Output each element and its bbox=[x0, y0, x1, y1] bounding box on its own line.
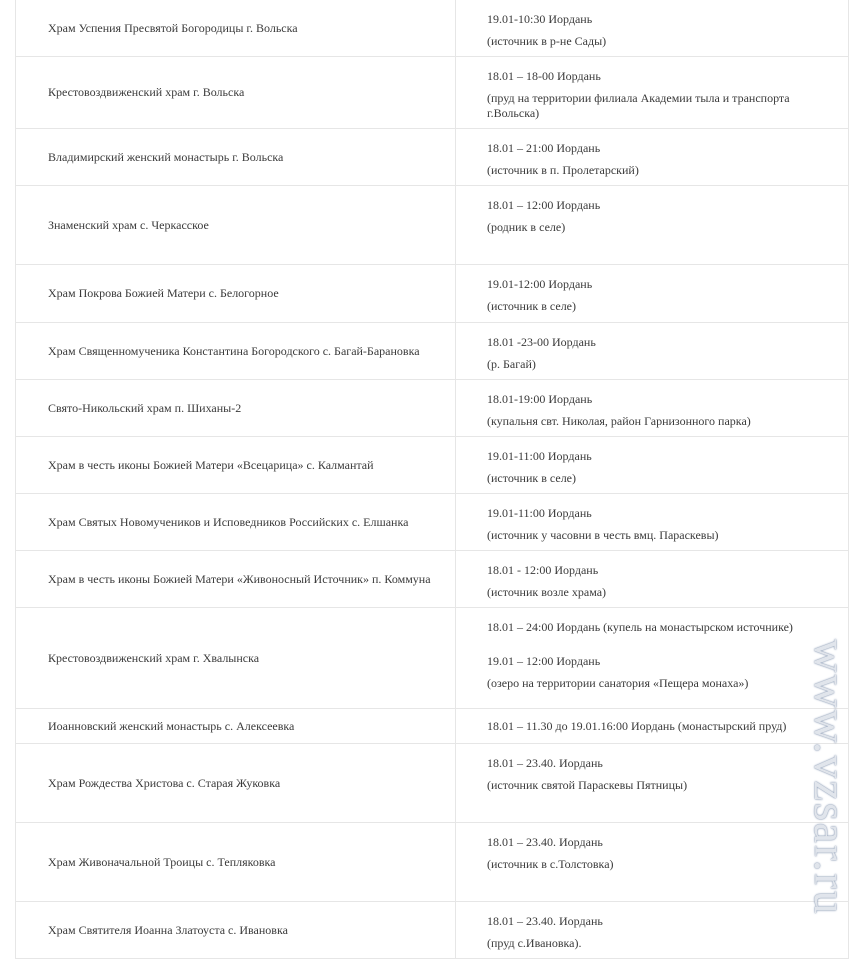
church-name-cell bbox=[16, 744, 456, 822]
table-row bbox=[16, 494, 848, 551]
schedule-cell bbox=[456, 0, 848, 56]
schedule-location: (источник святой Параскевы Пятницы) bbox=[487, 778, 688, 792]
schedule-time: 18.01 – 23.40. Иордань bbox=[487, 914, 603, 928]
church-name: Крестовоздвиженский храм г. Хвалынска bbox=[48, 650, 260, 665]
schedule-cell bbox=[456, 709, 848, 743]
schedule-location: (источник возле храма) bbox=[487, 585, 607, 599]
schedule-location: (пруд на территории филиала Академии тыла и транспорта г.Вольска) bbox=[487, 91, 790, 120]
schedule-time: 18.01 - 12:00 Иордань bbox=[487, 563, 599, 577]
church-name-cell bbox=[16, 823, 456, 901]
spacer bbox=[487, 638, 838, 650]
schedule-time: 18.01 – 18-00 Иордань bbox=[487, 69, 601, 83]
schedule-time: 19.01-11:00 Иордань bbox=[487, 449, 592, 463]
church-name: Знаменский храм с. Черкасское bbox=[48, 217, 209, 232]
church-name-cell bbox=[16, 0, 456, 56]
schedule-time: 18.01 – 12:00 Иордань bbox=[487, 198, 601, 212]
schedule-cell bbox=[456, 494, 848, 550]
church-name-cell bbox=[16, 186, 456, 264]
schedule-cell bbox=[456, 608, 848, 708]
schedule-table bbox=[15, 0, 849, 959]
schedule-time: 19.01-11:00 Иордань bbox=[487, 506, 592, 520]
church-name-cell bbox=[16, 380, 456, 436]
church-name: Храм Успения Пресвятой Богородицы г. Вольска bbox=[48, 20, 298, 35]
schedule-cell bbox=[456, 380, 848, 436]
schedule-cell bbox=[456, 437, 848, 493]
church-name: Свято-Никольский храм п. Шиханы-2 bbox=[48, 400, 242, 415]
church-name: Иоанновский женский монастырь с. Алексеевка bbox=[48, 718, 295, 733]
church-name: Храм Святителя Иоанна Златоуста с. Ивановка bbox=[48, 922, 288, 937]
church-name-cell bbox=[16, 709, 456, 743]
schedule-location: (источник в п. Пролетарский) bbox=[487, 163, 639, 177]
church-name-cell bbox=[16, 265, 456, 322]
schedule-location: (купальня свт. Николая, район Гарнизонного парка) bbox=[487, 414, 751, 428]
schedule-location: (родник в селе) bbox=[487, 220, 566, 234]
schedule-time: 18.01 – 23.40. Иордань bbox=[487, 835, 603, 849]
church-name: Храм Священномученика Константина Богородского с. Багай-Барановка bbox=[48, 343, 420, 358]
table-row bbox=[16, 129, 848, 186]
church-name-cell bbox=[16, 608, 456, 708]
table-row bbox=[16, 265, 848, 323]
schedule-location: (р. Багай) bbox=[487, 357, 536, 371]
schedule-time: 19.01-12:00 Иордань bbox=[487, 277, 593, 291]
church-name: Храм в честь иконы Божией Матери «Живоносный Источник» п. Коммуна bbox=[48, 571, 431, 586]
schedule-cell bbox=[456, 902, 848, 958]
schedule-time: 19.01-10:30 Иордань bbox=[487, 12, 593, 26]
schedule-location: (источник в селе) bbox=[487, 471, 577, 485]
schedule-location: (источник в р-не Сады) bbox=[487, 34, 607, 48]
table-row bbox=[16, 57, 848, 129]
schedule-cell bbox=[456, 744, 848, 822]
schedule-cell bbox=[456, 57, 848, 128]
schedule-time: 18.01 – 21:00 Иордань bbox=[487, 141, 601, 155]
church-name: Храм Живоначальной Троицы с. Тепляковка bbox=[48, 854, 276, 869]
church-name-cell bbox=[16, 129, 456, 185]
schedule-location: (источник в с.Толстовка) bbox=[487, 857, 614, 871]
church-name-cell bbox=[16, 57, 456, 128]
schedule-cell bbox=[456, 551, 848, 607]
table-row bbox=[16, 902, 848, 959]
church-name: Храм Святых Новомучеников и Исповедников Российских с. Елшанка bbox=[48, 514, 409, 529]
church-name: Крестовоздвиженский храм г. Вольска bbox=[48, 85, 245, 99]
schedule-cell bbox=[456, 129, 848, 185]
table-row bbox=[16, 551, 848, 608]
schedule-time: 18.01-19:00 Иордань bbox=[487, 392, 593, 406]
schedule-time: 19.01 – 12:00 Иордань bbox=[487, 654, 601, 668]
church-name-cell bbox=[16, 551, 456, 607]
church-name: Храм в честь иконы Божией Матери «Всецарица» с. Калмантай bbox=[48, 457, 374, 472]
schedule-location: (источник в селе) bbox=[487, 299, 577, 313]
church-name-cell bbox=[16, 902, 456, 958]
schedule-cell bbox=[456, 823, 848, 901]
church-name-cell bbox=[16, 323, 456, 379]
church-name: Храм Рождества Христова с. Старая Жуковка bbox=[48, 775, 281, 790]
schedule-time: 18.01 – 23.40. Иордань bbox=[487, 756, 603, 770]
church-name: Храм Покрова Божией Матери с. Белогорное bbox=[48, 286, 279, 300]
table-row bbox=[16, 0, 848, 57]
church-name-cell bbox=[16, 437, 456, 493]
schedule-cell bbox=[456, 323, 848, 379]
table-row bbox=[16, 744, 848, 823]
church-name: Владимирский женский монастырь г. Вольска bbox=[48, 149, 284, 164]
table-row bbox=[16, 608, 848, 709]
table-row bbox=[16, 323, 848, 380]
schedule-time: 18.01 – 11.30 до 19.01.16:00 Иордань (монастырский пруд) bbox=[487, 719, 787, 733]
schedule-time: 18.01 -23-00 Иордань bbox=[487, 335, 596, 349]
church-name-cell bbox=[16, 494, 456, 550]
site-watermark bbox=[804, 612, 856, 942]
schedule-location: (пруд с.Ивановка). bbox=[487, 936, 582, 950]
table-row bbox=[16, 709, 848, 744]
table-row bbox=[16, 437, 848, 494]
schedule-cell bbox=[456, 265, 848, 322]
schedule-location: (источник у часовни в честь вмц. Параскевы) bbox=[487, 528, 719, 542]
schedule-location: (озеро на территории санатория «Пещера монаха») bbox=[487, 676, 749, 690]
table-row bbox=[16, 380, 848, 437]
schedule-time: 18.01 – 24:00 Иордань (купель на монастырском источнике) bbox=[487, 620, 793, 634]
table-row bbox=[16, 186, 848, 265]
schedule-cell bbox=[456, 186, 848, 264]
table-row bbox=[16, 823, 848, 902]
watermark-text: www.vzsar.ru bbox=[804, 638, 856, 916]
